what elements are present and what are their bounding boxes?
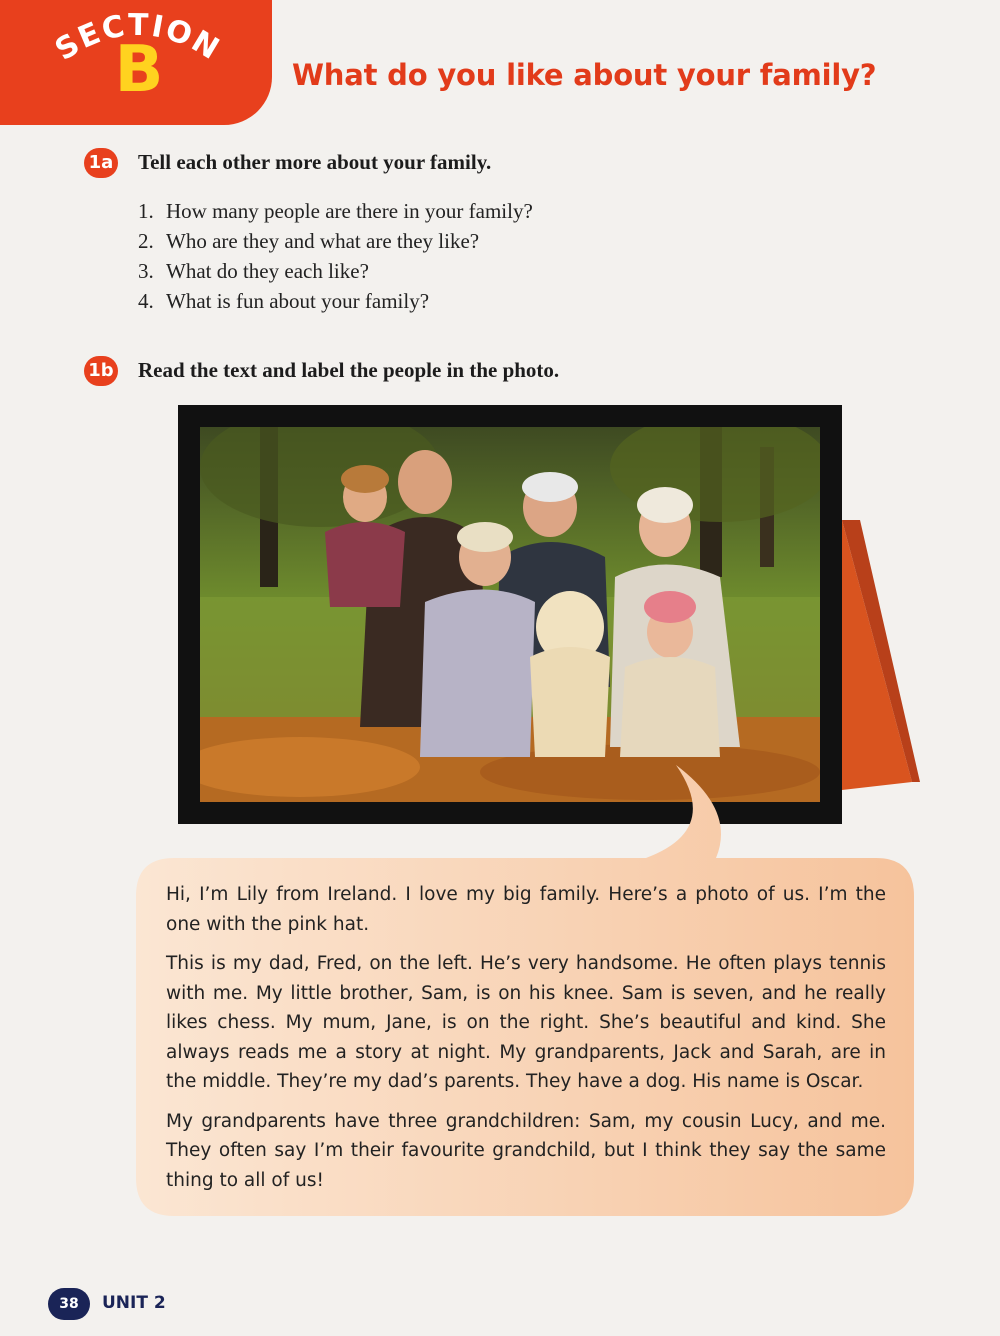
question-item: 3. What do they each like?	[138, 259, 369, 283]
question-list	[138, 196, 533, 316]
section-word: SECTION	[49, 7, 227, 68]
passage-paragraph: Hi, I’m Lily from Ireland. I love my big family. Here’s a photo of us. I’m the one with the pink hat.	[166, 884, 886, 935]
instruction-1b: Read the text and label the people in the photo.	[138, 358, 560, 382]
question-item: 2. Who are they and what are they like?	[138, 229, 480, 253]
page-title: What do you like about your family?	[292, 58, 877, 92]
passage	[166, 880, 886, 1205]
passage-paragraph: My grandparents have three grandchildren: Sam, my cousin Lucy, and me. They often say I’m their favourite grandchild, but I think they say the same thing to all of us!	[166, 1110, 886, 1191]
unit-label: UNIT 2	[102, 1293, 166, 1313]
section-letter: B	[114, 33, 164, 107]
question-item: 4. What is fun about your family?	[138, 289, 430, 313]
question-item: 1. How many people are there in your family?	[138, 199, 533, 223]
section-badge	[0, 0, 272, 125]
activity-marker-1b: 1b	[84, 356, 118, 386]
activity-marker-1a: 1a	[84, 148, 118, 178]
passage-paragraph: This is my dad, Fred, on the left. He’s very handsome. He often plays tennis with me. My little brother, Sam, is on his knee. Sam is seven, and he really likes chess. My mum, Jane, is on the right. She’s beautiful and kind. She always reads me a story at night. My grandparents, Jack and Sarah, are in the middle. They’re my dad’s parents. They have a dog. His name is Oscar.	[166, 953, 886, 1092]
instruction-1a: Tell each other more about your family.	[138, 150, 492, 174]
family-photo	[200, 427, 820, 802]
page-number: 38	[48, 1288, 90, 1320]
